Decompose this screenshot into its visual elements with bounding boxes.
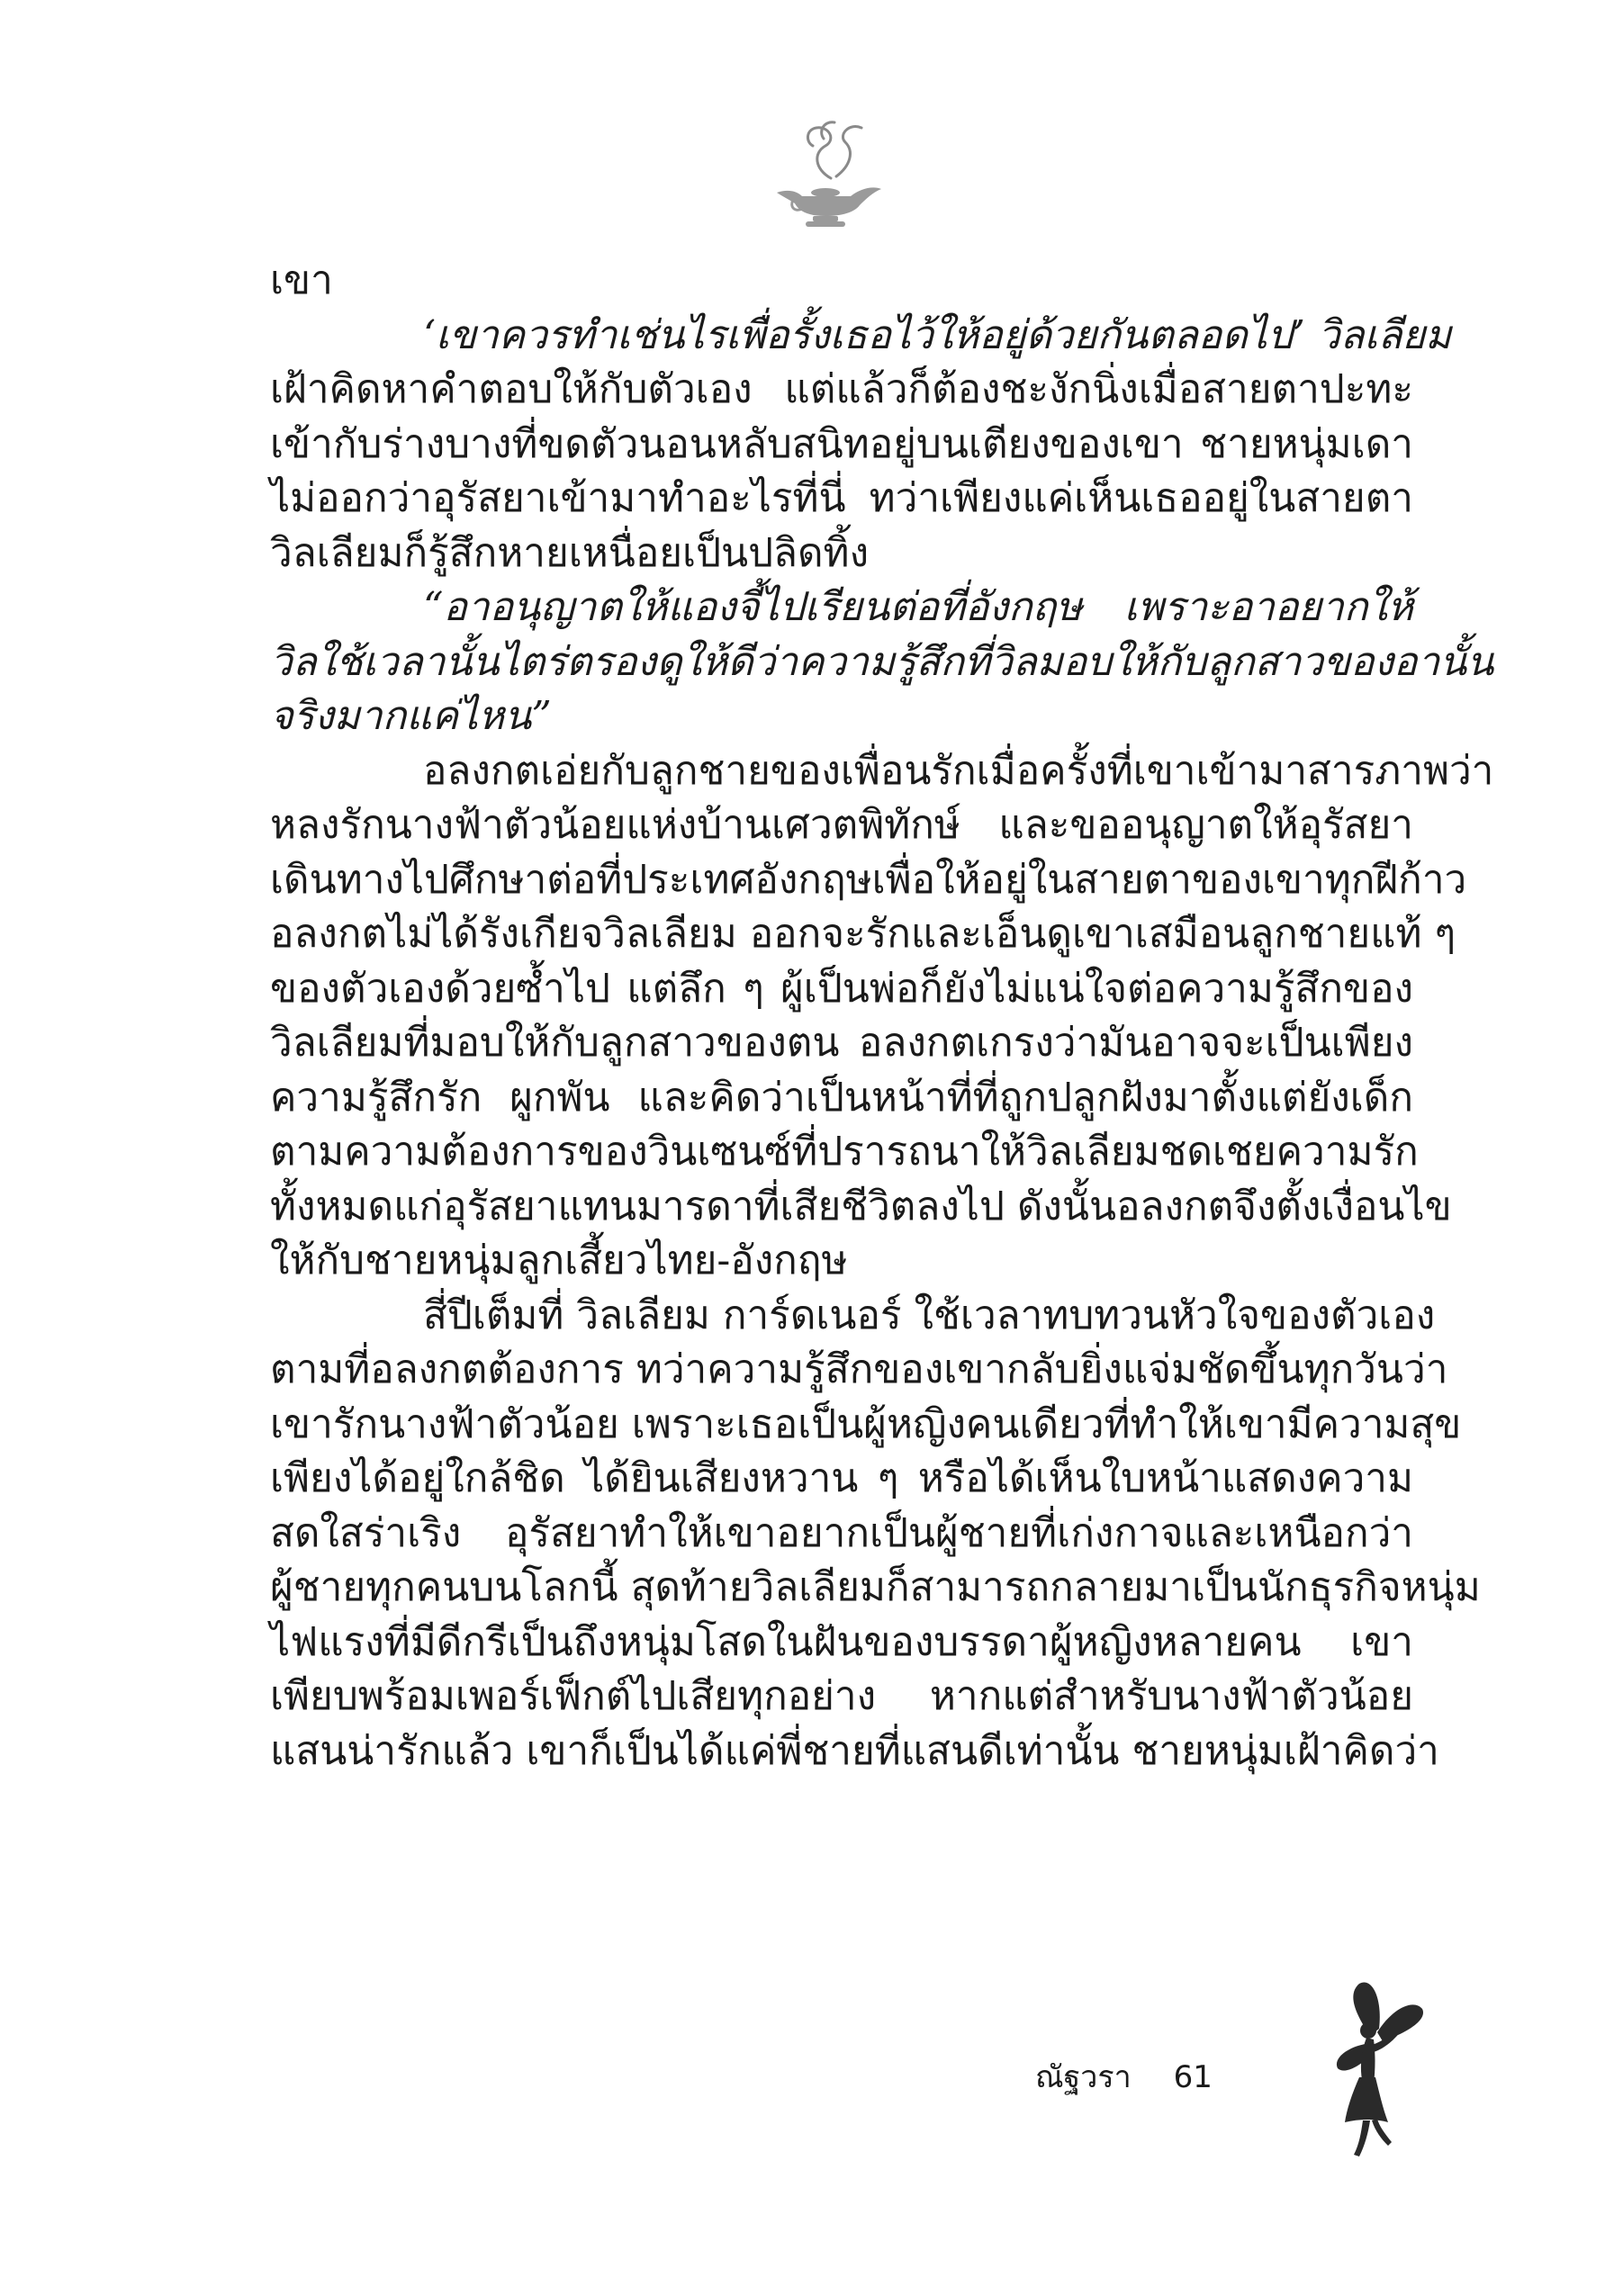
text-line: ‘เขาควรทำเช่นไรเพื่อรั้งเธอไว้ให้อยู่ด้วยกันตลอดไป’ วิลเลียม [423,311,1452,358]
text-line: สี่ปีเต็มที่ วิลเลียม การ์ดเนอร์ ใช้เวลาทบทวนหัวใจของตัวเอง [423,1292,1436,1338]
text-line: เพียงได้อยู่ใกล้ชิด ได้ยินเสียงหวาน ๆ หรือได้เห็นใบหน้าแสดงความ [270,1455,1413,1501]
text-line: เขา [270,257,333,303]
text-line: จริงมากแค่ไหน” [270,693,552,739]
text-line: “อาอนุญาตให้แองจี้ไปเรียนต่อที่อังกฤษ เพราะอาอยากให้ [423,584,1413,630]
text-line: ทั้งหมดแก่อุรัสยาแทนมารดาที่เสียชีวิตลงไป ดังนั้นอลงกตจึงตั้งเงื่อนไข [270,1183,1452,1229]
text-line: อลงกตเอ่ยกับลูกชายของเพื่อนรักเมื่อครั้งที่เขาเข้ามาสารภาพว่า [423,747,1494,794]
text-line: หลงรักนางฟ้าตัวน้อยแห่งบ้านเศวตพิทักษ์ และขออนุญาตให้อุรัสยา [270,802,1413,848]
text-line: ความรู้สึกรัก ผูกพัน และคิดว่าเป็นหน้าที่ที่ถูกปลูกฝังมาตั้งแต่ยังเด็ก [270,1074,1413,1121]
author-name: ณัฐวรา [1035,2059,1132,2095]
text-line: เข้ากับร่างบางที่ขดตัวนอนหลับสนิทอยู่บนเตียงของเขา ชายหนุ่มเดา [270,420,1413,467]
text-line: ตามความต้องการของวินเซนซ์ที่ปรารถนาให้วิลเลียมชดเชยความรัก [270,1129,1419,1175]
text-line: เขารักนางฟ้าตัวน้อย เพราะเธอเป็นผู้หญิงคนเดียวที่ทำให้เขามีความสุข [270,1400,1462,1447]
page-footer [1035,2050,1213,2104]
text-line: วิลเลียมก็รู้สึกหายเหนื่อยเป็นปลิดทิ้ง [270,529,870,576]
text-line: ผู้ชายทุกคนบนโลกนี้ สุดท้ายวิลเลียมก็สามารถกลายมาเป็นนักธุรกิจหนุ่ม [270,1564,1481,1610]
text-line: วิลเลียมที่มอบให้กับลูกสาวของตน อลงกตเกรงว่ามันอาจจะเป็นเพียง [270,1020,1413,1066]
text-line: ให้กับชายหนุ่มลูกเสี้ยวไทย-อังกฤษ [270,1238,848,1283]
text-line: ตามที่อลงกตต้องการ ทว่าความรู้สึกของเขากลับยิ่งแจ่มชัดขึ้นทุกวันว่า [270,1346,1448,1392]
text-line: เพียบพร้อมเพอร์เฟ็กต์ไปเสียทุกอย่าง หากแต่สำหรับนางฟ้าตัวน้อย [270,1673,1413,1719]
fairy-icon [1320,1978,1428,2158]
text-line: สดใสร่าเริง อุรัสยาทำให้เขาอยากเป็นผู้ชายที่เก่งกาจและเหนือกว่า [270,1509,1413,1556]
magic-lamp-icon [761,106,896,241]
text-line: ของตัวเองด้วยซ้ำไป แต่ลึก ๆ ผู้เป็นพ่อก็ยังไม่แน่ใจต่อความรู้สึกของ [270,965,1413,1012]
text-line: ไฟแรงที่มีดีกรีเป็นถึงหนุ่มโสดในฝันของบรรดาผู้หญิงหลายคน เขา [270,1618,1413,1665]
text-line: แสนน่ารักแล้ว เขาก็เป็นได้แค่พี่ชายที่แสนดีเท่านั้น ชายหนุ่มเฝ้าคิดว่า [270,1727,1439,1774]
text-line: เฝ้าคิดหาคำตอบให้กับตัวเอง แต่แล้วก็ต้องชะงักนิ่งเมื่อสายตาปะทะ [270,366,1413,412]
text-line: ไม่ออกว่าอุรัสยาเข้ามาทำอะไรที่นี่ ทว่าเพียงแค่เห็นเธออยู่ในสายตา [270,475,1413,521]
text-line: เดินทางไปศึกษาต่อที่ประเทศอังกฤษเพื่อให้อยู่ในสายตาของเขาทุกฝีก้าว [270,856,1467,903]
text-line: วิลใช้เวลานั้นไตร่ตรองดูให้ดีว่าความรู้สึกที่วิลมอบให้กับลูกสาวของอานั้น [270,638,1494,685]
body-text [270,254,1494,1778]
text-line: อลงกตไม่ได้รังเกียจวิลเลียม ออกจะรักและเอ็นดูเขาเสมือนลูกชายแท้ ๆ [270,911,1456,957]
page-number: 61 [1173,2059,1213,2095]
